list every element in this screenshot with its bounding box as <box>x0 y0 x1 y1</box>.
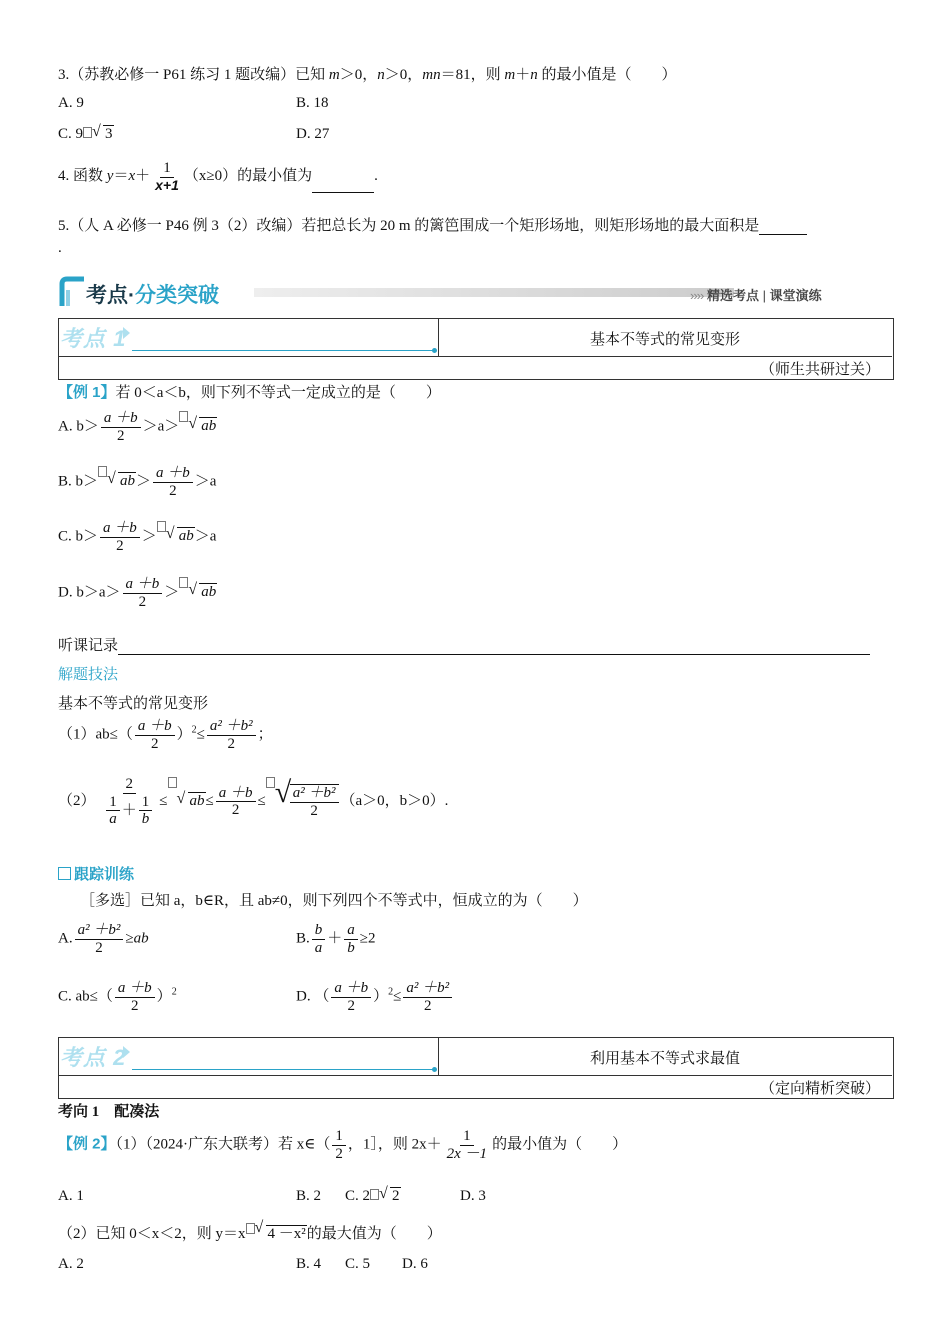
track-stem: ［多选］已知 a，b∈R，且 ab≠0，则下列四个不等式中，恒成立的为（ ） <box>80 893 588 909</box>
banner-title: 考点·分类突破 <box>86 284 219 307</box>
ex2-part1-option-d: D. 3 <box>460 1188 486 1204</box>
track-option-c: C. ab≤（ $\frac{a +b}{2}$ ）$^2$ <box>58 980 177 1014</box>
ex2-part2-option-d: D. 6 <box>402 1256 428 1272</box>
ex2-part2-option-a: A. 2 <box>58 1256 84 1272</box>
banner-divider <box>254 288 734 297</box>
section-banner <box>58 276 892 312</box>
ex1-option-d: D. b＞a＞ $\frac{a +b}{2}$ ＞ √ ab <box>58 576 217 610</box>
ex1-option-a: A. b＞ $\frac{a +b}{2}$ ＞a＞ √ ab <box>58 410 217 444</box>
kd1-title: 基本不等式的常见变形 <box>589 331 740 348</box>
kd2-sub: （定向精析突破） <box>760 1081 881 1097</box>
checkbox-icon <box>58 867 71 880</box>
listen-record: 听课记录 <box>58 634 870 655</box>
ex1-stem: 【例 1】若 0＜a＜b，则下列不等式一定成立的是（ ） <box>58 384 441 401</box>
formula-1: （1）ab≤（ $\frac{a +b}{2}$ ）$^2$≤ $\frac{\text{a² ＋b²}}{2}$ ； <box>58 718 273 752</box>
track-option-b: B. $\frac{b}{a}$ ＋ $\frac{a}{b}$ ≥2 <box>296 922 376 956</box>
kd2-arrow-icon <box>123 1046 130 1058</box>
ex1-option-b: B. b＞ √ ab＞ $\frac{a +b}{2}$ ＞a <box>58 465 217 499</box>
banner-right: ›››› 精选考点 | 课堂演练 <box>690 288 822 303</box>
ex2-part1-stem: 【例 2】（1）（2024·广东大联考）若 x∈（ $\frac{1}{2}$ ，1］，则 2x＋ $\frac{1}{2x -1}$ 的最小值为（ ） <box>58 1128 628 1162</box>
ex2-part2-stem: （2）已知 0＜x＜2，则 y＝x √ 4 －x²的最大值为（ ） <box>58 1219 442 1242</box>
q3-stem: 3.（苏教必修一 P61 练习 1 题改编）已知 m＞0，n＞0，mn＝81，则 m＋n 的最小值是（ ） <box>58 67 677 83</box>
q5-end: . <box>58 240 62 256</box>
method-title: 解题技法 <box>58 666 119 683</box>
ex1-option-c: C. b＞ $\frac{a +b}{2}$ ＞ √ ab＞a <box>58 520 217 554</box>
kd2-tag: 考点 2 <box>60 1045 127 1070</box>
ex2-part2-option-b: B. 4 <box>296 1256 322 1272</box>
q3-option-c: C. 9 √ 3 <box>58 123 113 142</box>
track-option-d: D. （ $\frac{a +b}{2}$ ）$^2$≤ $\frac{\text{a² ＋b²}}{2}$ <box>296 980 454 1014</box>
kd2-title: 利用基本不等式求最值 <box>589 1050 740 1067</box>
q3-option-b: B. 18 <box>296 95 329 111</box>
q3-option-d: D. 27 <box>296 126 330 142</box>
ex2-part1-option-c: C. 2 √ 2 <box>345 1185 400 1204</box>
q4-stem: 4. 函数 y＝x＋ $\frac{1}{x+1}$ （x≥0）的最小值为 . <box>58 160 378 193</box>
kd1-sub: （师生共研过关） <box>760 362 881 378</box>
track-title: 跟踪训练 <box>58 863 134 884</box>
method-subtitle: 基本不等式的常见变形 <box>58 695 209 712</box>
track-option-a: A. $\frac{\text{a² ＋b²}}{2}$ ≥ab <box>58 922 149 956</box>
banner-bracket-icon <box>58 276 86 310</box>
ex2-part1-option-a: A. 1 <box>58 1188 84 1204</box>
ex2-part2-option-c: C. 5 <box>345 1256 371 1272</box>
kd1-tag: 考点 1 <box>60 326 127 351</box>
kd1-arrow-icon <box>123 327 130 339</box>
ex2-part1-option-b: B. 2 <box>296 1188 322 1204</box>
q3-option-a: A. 9 <box>58 95 84 111</box>
q5-stem: 5.（人 A 必修一 P46 例 3（2）改编）若把总长为 20 m 的篱笆围成一个矩形场地，则矩形场地的最大面积是 <box>58 214 807 235</box>
formula-2: （2） 2 $\frac{1}{a}$ ＋ $\frac{1}{b}$ ≤ √ ab≤ $\frac{a +b}{2}$ ≤ √ $\frac{\text{a² ＋b²}}{2}$ （a＞0，b＞0）. <box>58 776 449 827</box>
direction-1-label: 考向 1 配凑法 <box>58 1104 160 1120</box>
chevrons-icon: ›››› <box>690 288 704 303</box>
